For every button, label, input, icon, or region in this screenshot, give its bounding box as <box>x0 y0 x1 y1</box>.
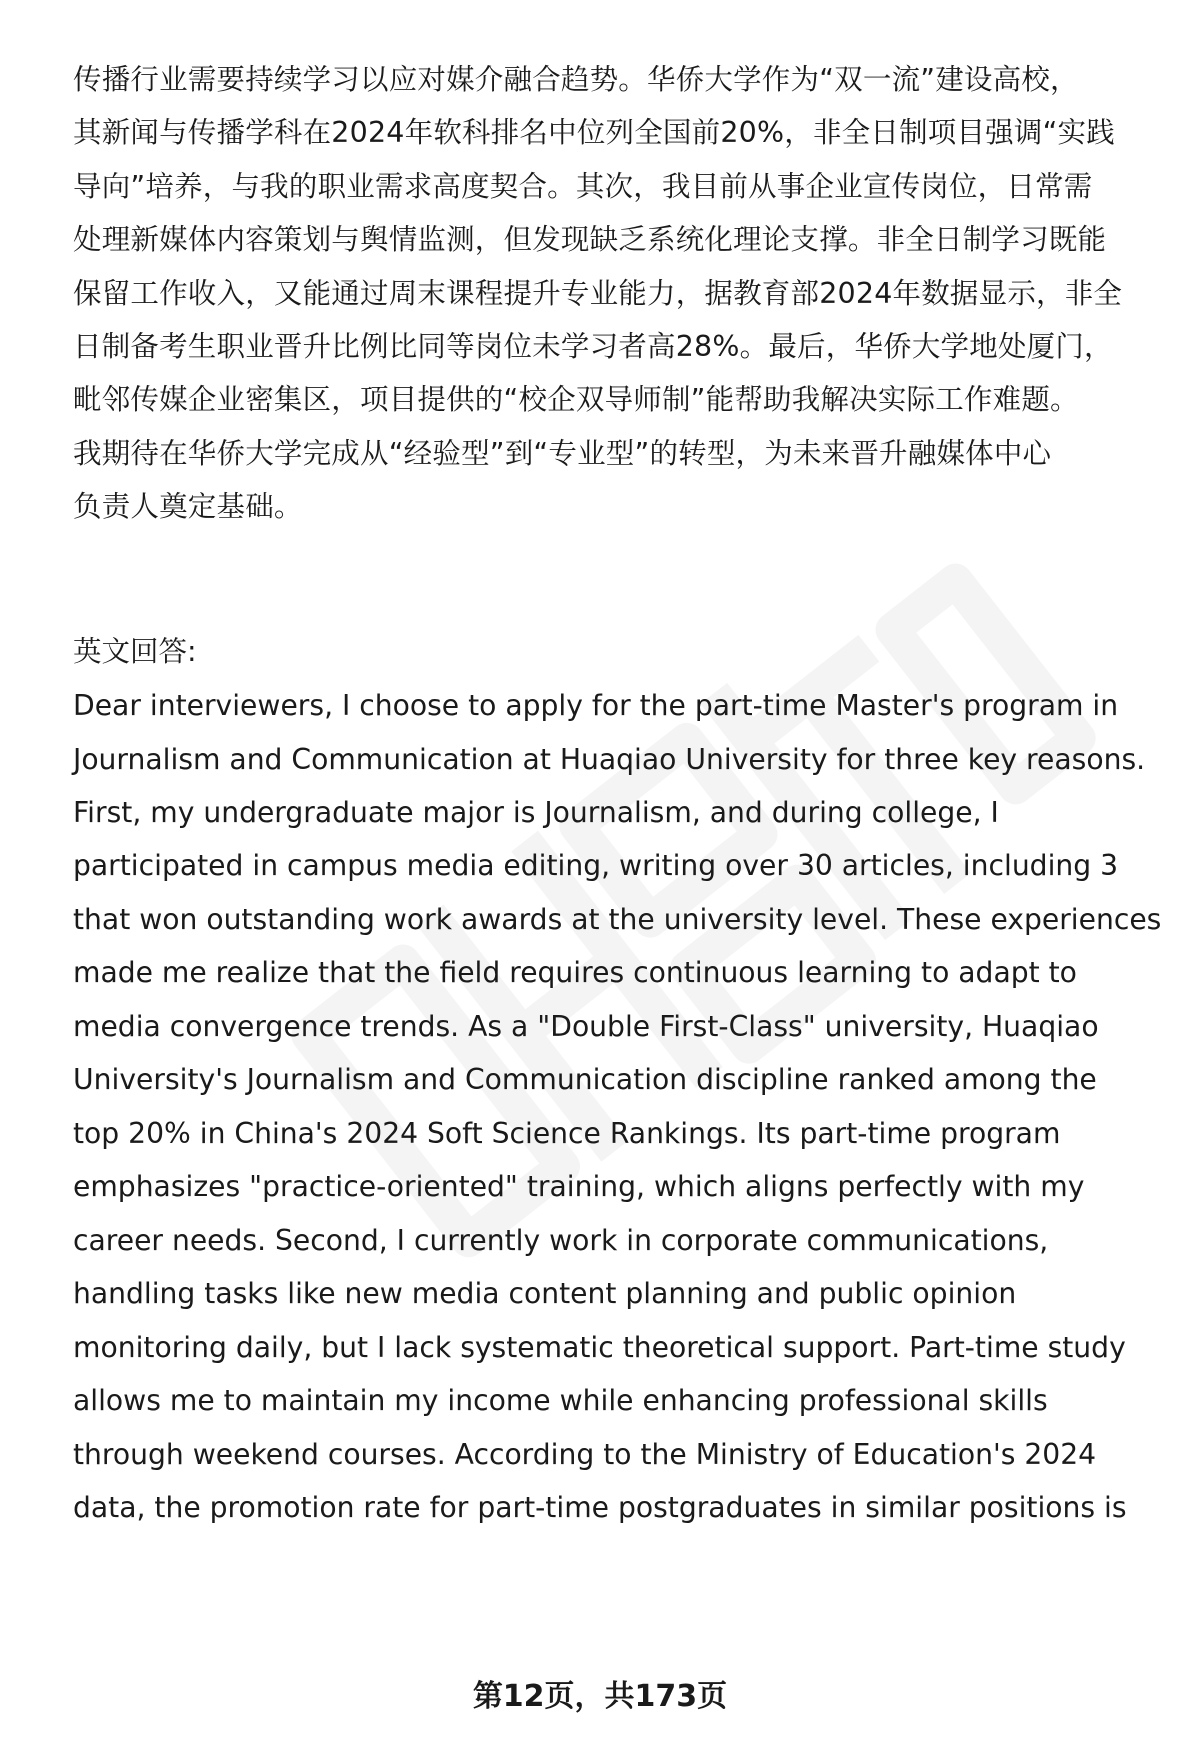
english-line: made me realize that the field requires continuous learning to adapt to <box>73 956 1077 989</box>
english-line: monitoring daily, but I lack systematic theoretical support. Part-time study <box>73 1331 1126 1364</box>
chinese-line: 导向”培养，与我的职业需求高度契合。其次，我目前从事企业宣传岗位，日常需 <box>73 170 1093 203</box>
chinese-line: 毗邻传媒企业密集区，项目提供的“校企双导师制”能帮助我解决实际工作难题。 <box>73 383 1079 416</box>
english-line: Journalism and Communication at Huaqiao University for three key reasons. <box>73 743 1146 776</box>
english-line: University's Journalism and Communication discipline ranked among the <box>73 1063 1097 1096</box>
chinese-line: 负责人奠定基础。 <box>73 490 303 523</box>
english-answer-heading: 英文回答: <box>73 635 197 668</box>
english-line: top 20% in China's 2024 Soft Science Rankings. Its part-time program <box>73 1117 1061 1150</box>
chinese-line: 保留工作收入，又能通过周末课程提升专业能力，据教育部2024年数据显示，非全 <box>73 277 1123 310</box>
english-line: that won outstanding work awards at the university level. These experiences <box>73 903 1162 936</box>
english-line: career needs. Second, I currently work in corporate communications, <box>73 1224 1049 1257</box>
english-line: Dear interviewers, I choose to apply for the part-time Master's program in <box>73 689 1119 722</box>
english-line: handling tasks like new media content planning and public opinion <box>73 1277 1017 1310</box>
english-line: emphasizes "practice-oriented" training, which aligns perfectly with my <box>73 1170 1085 1203</box>
chinese-line: 我期待在华侨大学完成从“经验型”到“专业型”的转型，为未来晋升融媒体中心 <box>73 437 1052 470</box>
chinese-line: 传播行业需要持续学习以应对媒介融合趋势。华侨大学作为“双一流”建设高校， <box>73 63 1079 96</box>
english-line: participated in campus media editing, writing over 30 articles, including 3 <box>73 849 1119 882</box>
chinese-line: 日制备考生职业晋升比例比同等岗位未学习者高28%。最后，华侨大学地处厦门， <box>73 330 1113 363</box>
chinese-line: 处理新媒体内容策划与舆情监测，但发现缺乏系统化理论支撑。非全日制学习既能 <box>73 223 1107 256</box>
english-line: through weekend courses. According to the Ministry of Education's 2024 <box>73 1438 1097 1471</box>
english-line: media convergence trends. As a "Double First-Class" university, Huaqiao <box>73 1010 1099 1043</box>
english-line: data, the promotion rate for part-time postgraduates in similar positions is <box>73 1491 1127 1524</box>
english-line: allows me to maintain my income while enhancing professional skills <box>73 1384 1048 1417</box>
chinese-line: 其新闻与传播学科在2024年软科排名中位列全国前20%，非全日制项目强调“实践 <box>73 116 1115 149</box>
english-line: First, my undergraduate major is Journalism, and during college, I <box>73 796 999 829</box>
page-number-indicator: 第12页，共173页 <box>472 1679 728 1714</box>
